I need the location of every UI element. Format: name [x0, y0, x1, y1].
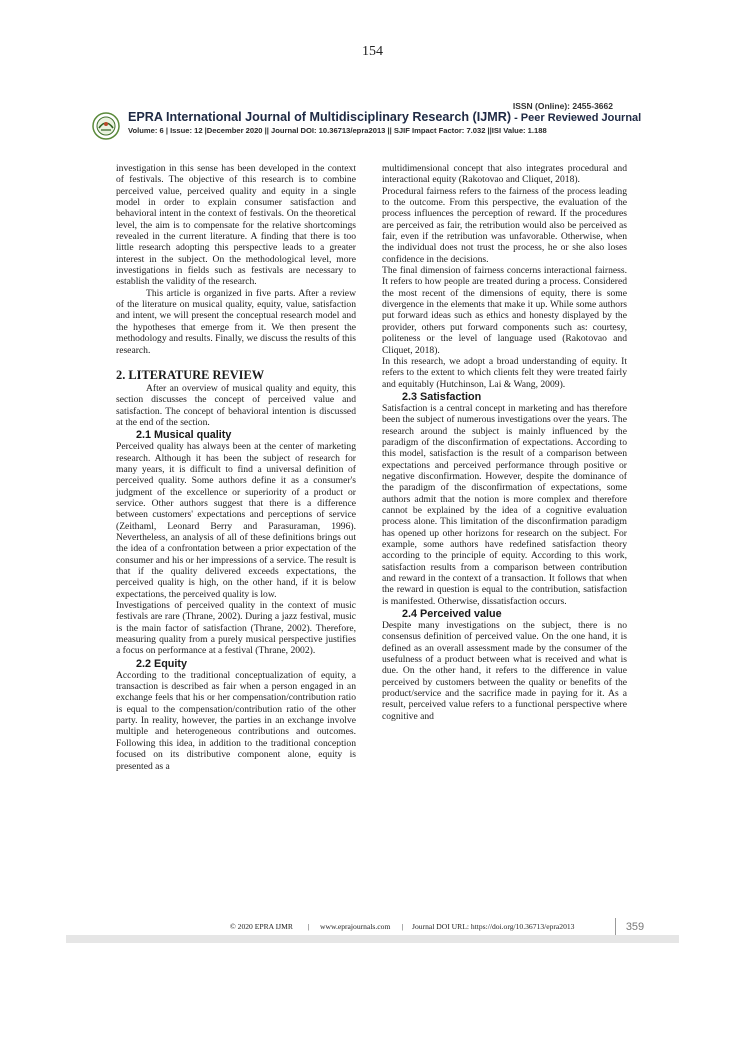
- subsection-heading: 2.3 Satisfaction: [402, 390, 482, 403]
- journal-title: [128, 110, 658, 124]
- footer-divider: |: [402, 922, 404, 931]
- paragraph: Despite many investigations on the subject, there is no consensus definition of perceived value. On the one hand, it is defined as an overall assessment made by the consumer of the usefulness of a product between what is received and what is due. On the other hand, it refers to the difference in value perceived by customers between the quality or benefits of the product/service and the sacrifice made in paying for it. As a result, perceived value refers to a functional perspective where cognitive and: [382, 620, 627, 722]
- footer-website-link[interactable]: www.eprajournals.com: [320, 922, 391, 931]
- right-column: [382, 163, 627, 722]
- paragraph: Investigations of perceived quality in the context of music festivals are rare (Thrane, 2002). During a jazz festival, music is the main factor of satisfaction (Thrane, 2002). Therefore, measuring quality from a purely musical perspective justifies a focus on performance at a festival (Thrane, 2002).: [116, 600, 356, 657]
- left-column: [116, 163, 356, 772]
- journal-subtitle: - Peer Reviewed Journal: [511, 112, 642, 124]
- paragraph: In this research, we adopt a broad understanding of equity. It refers to the extent to which clients felt they were treated fairly and equitably (Hutchinson, Lai & Wang, 2009).: [382, 355, 627, 390]
- issn-label: ISSN (Online): 2455-3662: [512, 101, 613, 111]
- subsection-heading: 2.2 Equity: [136, 657, 188, 670]
- footer-doi-link[interactable]: Journal DOI URL: https://doi.org/10.36713/epra2013: [412, 922, 575, 931]
- footer-page-number: 359: [615, 918, 654, 937]
- paragraph: multidimensional concept that also integrates procedural and interactional equity (Rakotovao and Cliquet, 2018).: [382, 163, 627, 186]
- paragraph: According to the traditional conceptualization of equity, a transaction is described as fair when a person engaged in an exchange feels that his or her compensation/contribution ratio is equal to the compensation/contribution ratio of the other party. In reality, however, the parties in an exchange involve multiple and heterogeneous contributions and outcomes. Following this idea, in addition to the traditional conception focused on its distributive component alone, equity is presented as a: [116, 669, 356, 772]
- paragraph: After an overview of musical quality and equity, this section discusses the concept of perceived value and satisfaction. The concept of behavioral intention is discussed at the end of the section.: [116, 382, 356, 428]
- journal-logo-icon: [92, 112, 120, 140]
- page-number: 154: [362, 44, 383, 59]
- paragraph: This article is organized in five parts. After a review of the literature on musical quality, equity, value, satisfaction and intent, we will present the conceptual research model and the hypotheses that emerge from it. We then present the methodology and results. Finally, we discuss the results of this research.: [116, 287, 356, 356]
- paragraph: Satisfaction is a central concept in marketing and has therefore been the subject of numerous investigations over the years. The research around the subject is mainly influenced by the paradigm of the disconfirmation of expectations. According to this model, satisfaction is the result of a comparison between expectations and perceived performance through positive or negative disconfirmation. However, despite the dominance of the paradigm of the disconfirmation of expectations, some authors admit that the notion is more complex and therefore cannot be explained by the idea of a cognitive evaluation process alone. This limitation of the disconfirmation paradigm has opened up other horizons for research on the subject. For example, some authors have redefined satisfaction theory according to the principle of equity. According to this work, satisfaction results from a comparison between contribution and reward in the context of a transaction. It follows that when the reward in question is equal to the contribution, satisfaction is manifested. Otherwise, dissatisfaction occurs.: [382, 402, 627, 607]
- footer-copyright: © 2020 EPRA IJMR: [230, 922, 293, 931]
- journal-name: EPRA International Journal of Multidisciplinary Research (IJMR): [128, 110, 512, 124]
- journal-meta: Volume: 6 | Issue: 12 |December 2020 || Journal DOI: 10.36713/epra2013 || SJIF Impact Factor: 7.032 ||ISI Value: 1.188: [128, 126, 547, 135]
- footer-divider: |: [308, 922, 310, 931]
- paragraph: Perceived quality has always been at the center of marketing research. Although it has been the subject of research for many years, it is difficult to find a universal definition of perceived quality. Some authors define it as a consumer's judgment of the excellence or superiority of a product or service. Other authors suggest that there is a difference between customers' expectations and perceptions of service (Zeithaml, Leonard Berry and Parasuraman, 1996). Nevertheless, an analysis of all of these definitions brings out the idea of a confrontation between a prior expectation of the consumer and his or her impressions of a service. The result is that if the quality delivered exceeds expectations, the perceived quality is high, on the other hand, if it is below expectations, the perceived quality is low.: [116, 441, 356, 600]
- journal-header: [92, 110, 652, 144]
- subsection-heading: 2.4 Perceived value: [402, 608, 502, 621]
- paragraph: The final dimension of fairness concerns interactional fairness. It refers to how people are treated during a process. Considered the most recent of the dimensions of equity, there is some divergence in the elements that make it up. While some authors put forward ideas such as ethics and honesty displayed by the provider, others put forward components such as: courtesy, politeness or the level of language used (Rakotovao and Cliquet, 2018).: [382, 265, 627, 356]
- bottom-divider-bar: [66, 935, 679, 943]
- paragraph: investigation in this sense has been developed in the context of festivals. The objective of this research is to combine perceived value, perceived quality and equity in a single model in order to explain consumer satisfaction and behavioral intent in the context of festivals. On the theoretical level, the aim is to compensate for the relative shortcomings revealed in the current literature. A finding that there is too little research adopting this perspective leads to a greater interest in the subject. On the methodological level, more investigations in fields such as festivals are necessary to establish the validity of the research.: [116, 163, 356, 288]
- paragraph: Procedural fairness refers to the fairness of the process leading to the outcome. From this perspective, the evaluation of the process influences the perception of reward. If the procedures are perceived as fair, the retribution would also be perceived as fair, even if the retribution was unfavorable. Otherwise, when the individual does not trust the process, he or she also loses confidence in the decisions.: [382, 185, 627, 265]
- section-heading: 2. LITERATURE REVIEW: [116, 367, 265, 382]
- subsection-heading: 2.1 Musical quality: [136, 429, 232, 442]
